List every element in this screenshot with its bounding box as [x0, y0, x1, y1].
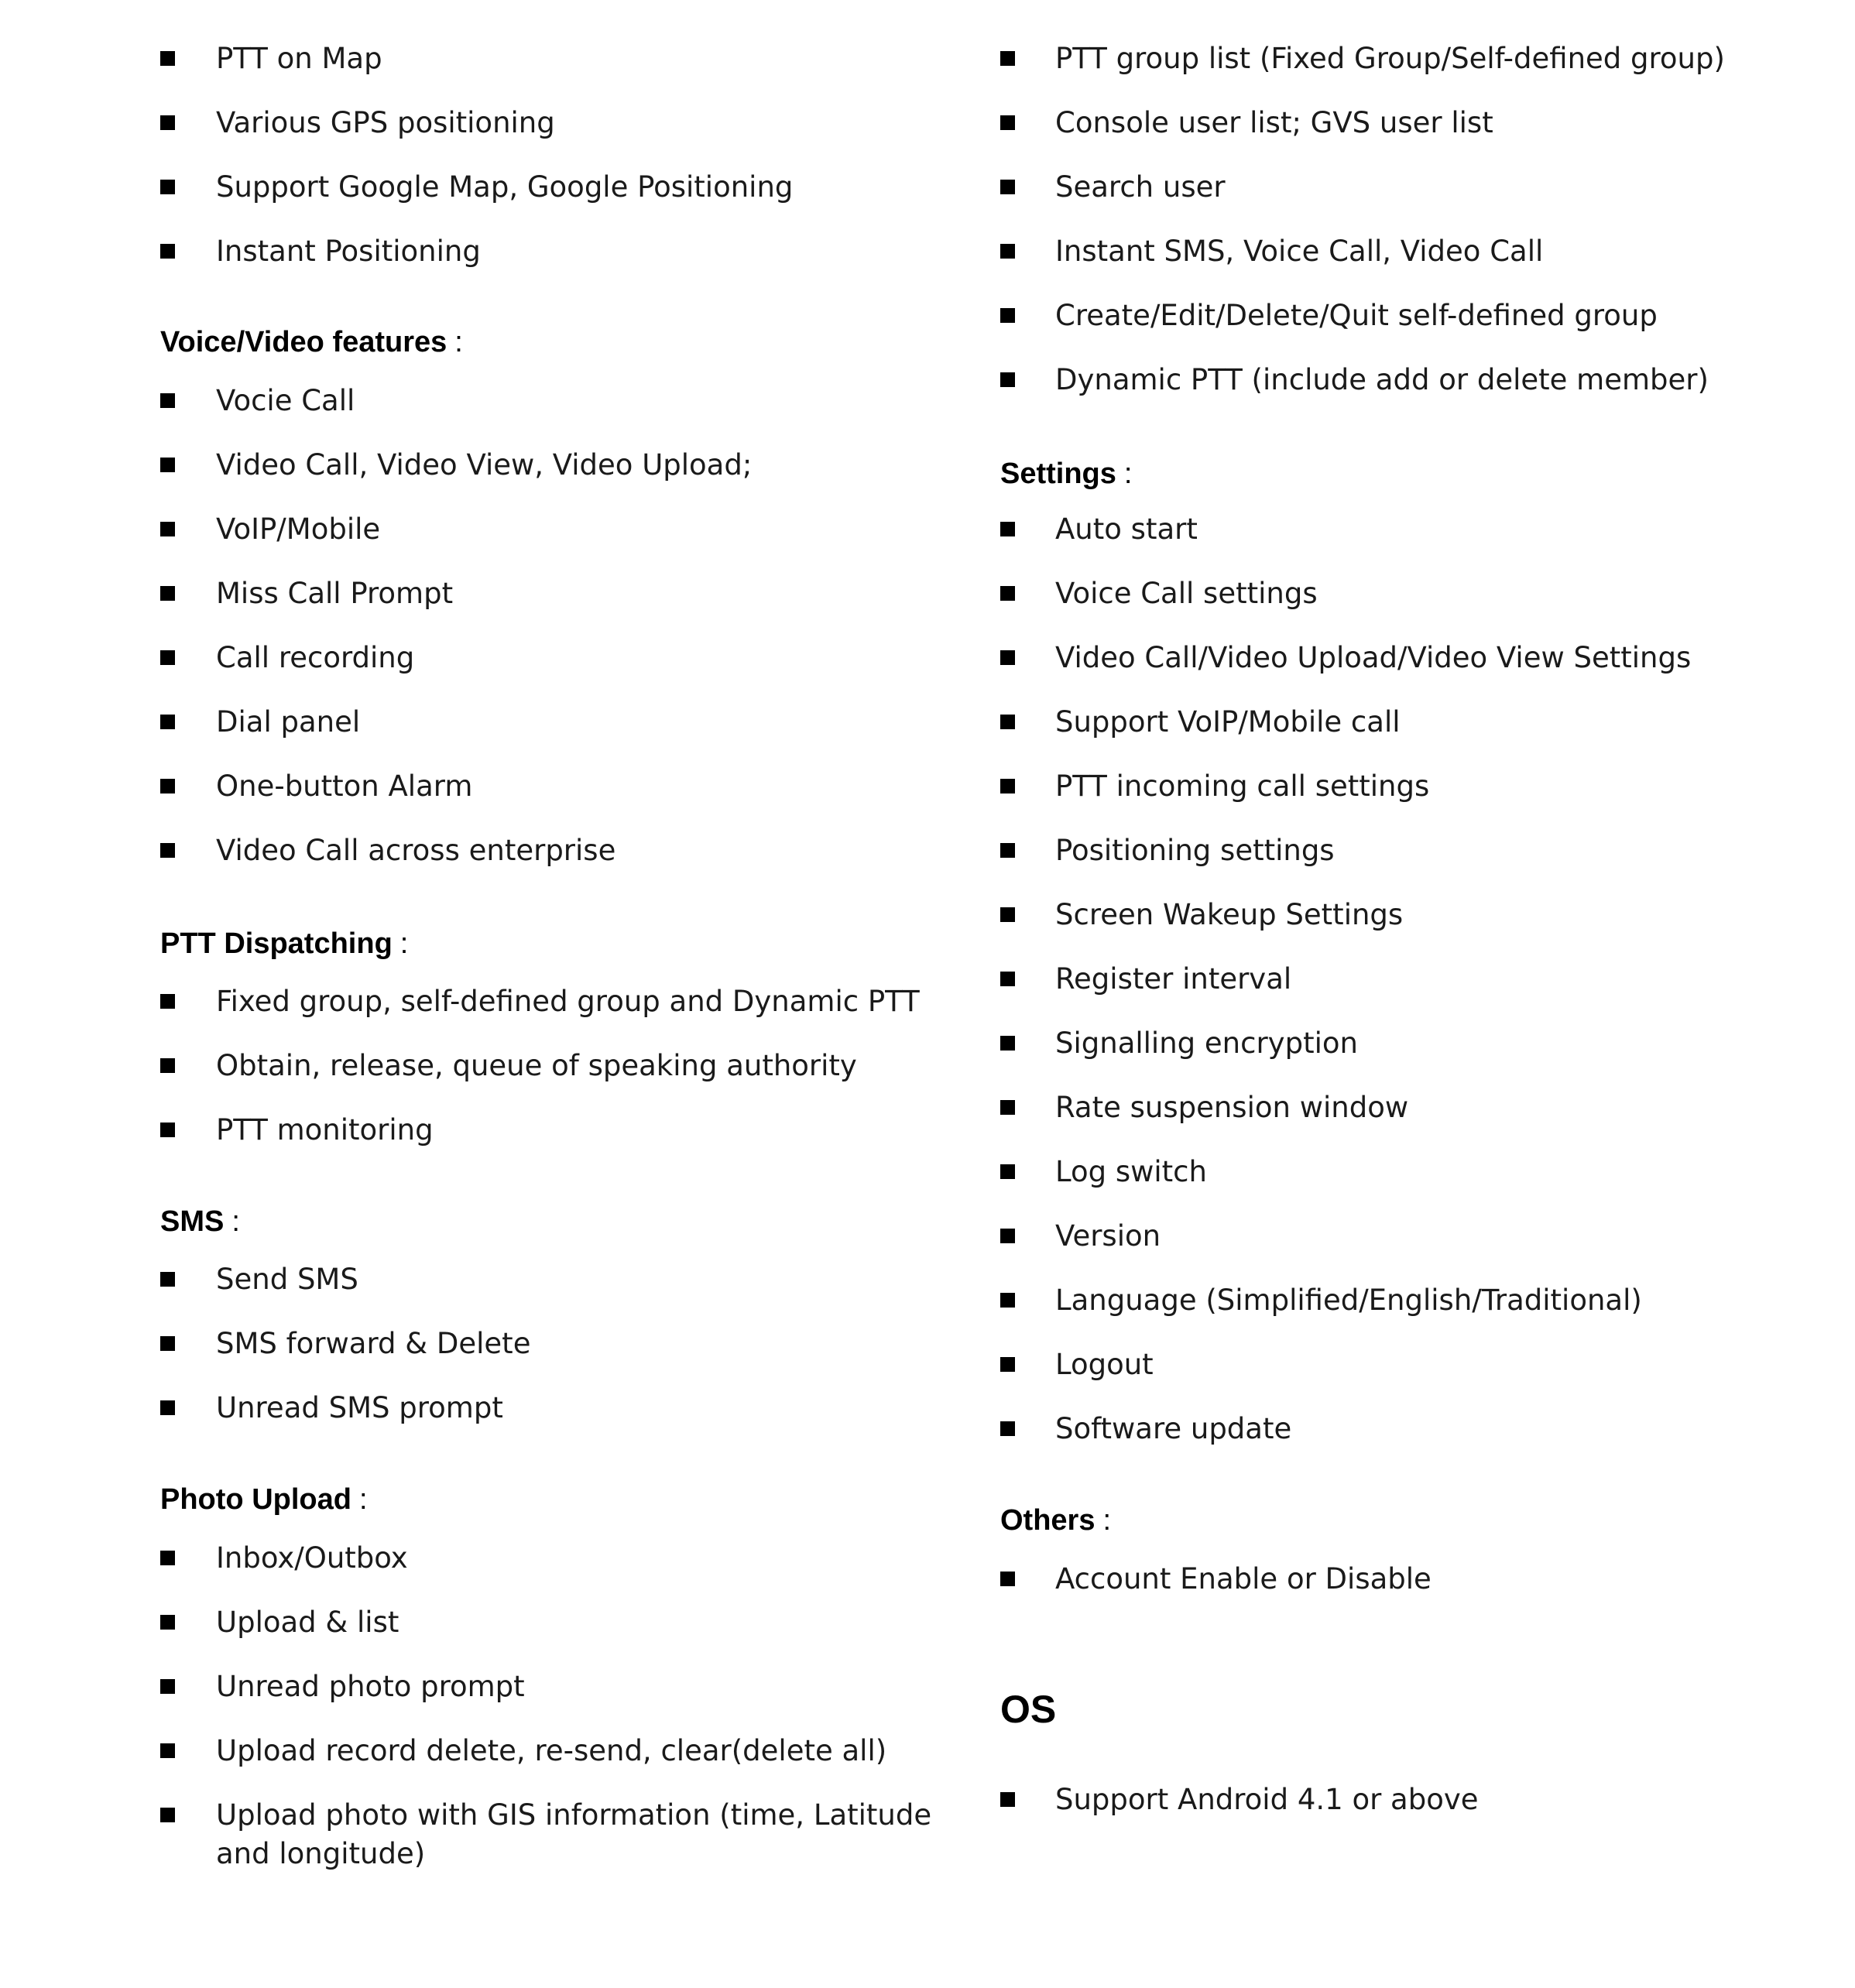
bullet-icon [1000, 1293, 1015, 1308]
heading-colon: : [454, 326, 463, 358]
list-item: Various GPS positioning [216, 106, 555, 139]
list-item: Language (Simplified/English/Traditional) [1055, 1284, 1642, 1317]
bullet-icon [160, 115, 175, 130]
bullet-icon [160, 779, 175, 793]
section-heading-text: PTT Dispatching [160, 927, 393, 960]
bullet-icon [160, 180, 175, 194]
list-item: Instant Positioning [216, 235, 481, 268]
bullet-icon [1000, 51, 1015, 66]
list-item: Send SMS [216, 1263, 358, 1296]
bullet-icon [160, 715, 175, 729]
bullet-icon [160, 1400, 175, 1415]
bullet-icon [160, 1808, 175, 1822]
bullet-icon [160, 1058, 175, 1073]
list-item: Video Call, Video View, Video Upload; [216, 448, 753, 482]
heading-colon: : [1123, 458, 1133, 490]
list-item: Rate suspension window [1055, 1091, 1409, 1124]
bullet-icon [160, 51, 175, 66]
list-item: Software update [1055, 1412, 1292, 1445]
bullet-icon [1000, 1357, 1015, 1372]
list-item: Video Call/Video Upload/Video View Settings [1055, 641, 1692, 674]
list-item: Create/Edit/Delete/Quit self-defined group [1055, 299, 1658, 332]
bullet-icon [160, 1123, 175, 1137]
list-item: Inbox/Outbox [216, 1541, 408, 1575]
bullet-icon [160, 1743, 175, 1758]
bullet-icon [1000, 1229, 1015, 1243]
bullet-icon [1000, 1100, 1015, 1115]
section-heading-voice-video [160, 325, 463, 359]
bullet-icon [1000, 779, 1015, 793]
list-item: Obtain, release, queue of speaking authority [216, 1049, 857, 1082]
bullet-icon [1000, 522, 1015, 536]
list-item: Upload & list [216, 1606, 399, 1639]
list-item: Screen Wakeup Settings [1055, 898, 1404, 931]
list-item: Search user [1055, 170, 1226, 204]
bullet-icon [1000, 115, 1015, 130]
list-item: PTT incoming call settings [1055, 769, 1430, 803]
bullet-icon [1000, 244, 1015, 259]
bullet-icon [160, 1615, 175, 1630]
bullet-icon [1000, 650, 1015, 665]
heading-colon: : [358, 1483, 368, 1516]
section-heading-text: Settings [1000, 458, 1116, 490]
list-item: Voice Call settings [1055, 577, 1318, 610]
bullet-icon [1000, 1572, 1015, 1586]
list-item: Dynamic PTT (include add or delete member) [1055, 363, 1709, 396]
heading-colon: : [231, 1205, 240, 1238]
bullet-icon [160, 393, 175, 408]
bullet-icon [1000, 1164, 1015, 1179]
list-item: Unread photo prompt [216, 1670, 525, 1703]
list-item: PTT group list (Fixed Group/Self-defined group) [1055, 42, 1725, 75]
bullet-icon [160, 522, 175, 536]
section-heading-os: OS [1000, 1688, 1057, 1731]
bullet-icon [160, 994, 175, 1009]
bullet-icon [160, 1336, 175, 1351]
section-heading-text: Photo Upload [160, 1483, 351, 1516]
bullet-icon [1000, 907, 1015, 922]
section-heading-text: Voice/Video features [160, 326, 447, 358]
bullet-icon [160, 586, 175, 601]
list-item: Call recording [216, 641, 415, 674]
section-heading-sms [160, 1205, 240, 1239]
bullet-icon [160, 244, 175, 259]
bullet-icon [1000, 1421, 1015, 1436]
section-heading-text: Others [1000, 1504, 1096, 1537]
list-item: Signalling encryption [1055, 1027, 1358, 1060]
list-item: Version [1055, 1219, 1161, 1253]
list-item: Console user list; GVS user list [1055, 106, 1493, 139]
bullet-icon [1000, 1036, 1015, 1051]
list-item: Auto start [1055, 512, 1198, 546]
list-item: Support VoIP/Mobile call [1055, 705, 1401, 739]
heading-colon: : [399, 927, 409, 960]
section-heading-text: SMS [160, 1205, 225, 1238]
section-heading-settings [1000, 457, 1132, 491]
heading-colon: : [1102, 1504, 1112, 1537]
bullet-icon [1000, 1792, 1015, 1807]
bullet-icon [160, 1551, 175, 1565]
bullet-icon [1000, 843, 1015, 858]
bullet-icon [160, 1272, 175, 1287]
bullet-icon [1000, 372, 1015, 387]
list-item: Video Call across enterprise [216, 834, 616, 867]
list-item: Register interval [1055, 962, 1292, 996]
list-item: Account Enable or Disable [1055, 1562, 1432, 1596]
bullet-icon [1000, 586, 1015, 601]
list-item: PTT monitoring [216, 1113, 434, 1147]
bullet-icon [1000, 308, 1015, 323]
section-heading-ptt-dispatching [160, 927, 408, 961]
list-item: Fixed group, self-defined group and Dynamic PTT [216, 985, 920, 1018]
list-item: One-button Alarm [216, 769, 473, 803]
list-item: SMS forward & Delete [216, 1327, 531, 1360]
bullet-icon [160, 1679, 175, 1694]
list-item: PTT on Map [216, 42, 382, 75]
list-item: Vocie Call [216, 384, 355, 417]
bullet-icon [1000, 972, 1015, 986]
list-item: Support Google Map, Google Positioning [216, 170, 794, 204]
bullet-icon [1000, 180, 1015, 194]
bullet-icon [160, 458, 175, 472]
list-item: Support Android 4.1 or above [1055, 1783, 1479, 1816]
list-item: Upload photo with GIS information (time, Latitude and longitude) [216, 1798, 932, 1870]
list-item: Logout [1055, 1348, 1154, 1381]
bullet-icon [160, 843, 175, 858]
list-item: Miss Call Prompt [216, 577, 454, 610]
list-item: Dial panel [216, 705, 361, 739]
bullet-icon [1000, 715, 1015, 729]
list-item: Upload record delete, re-send, clear(delete all) [216, 1734, 887, 1767]
section-heading-photo-upload [160, 1482, 368, 1517]
list-item: VoIP/Mobile [216, 512, 381, 546]
section-heading-others [1000, 1503, 1111, 1537]
list-item: Positioning settings [1055, 834, 1335, 867]
list-item: Log switch [1055, 1155, 1207, 1188]
list-item: Unread SMS prompt [216, 1391, 503, 1424]
bullet-icon [160, 650, 175, 665]
list-item: Instant SMS, Voice Call, Video Call [1055, 235, 1544, 268]
